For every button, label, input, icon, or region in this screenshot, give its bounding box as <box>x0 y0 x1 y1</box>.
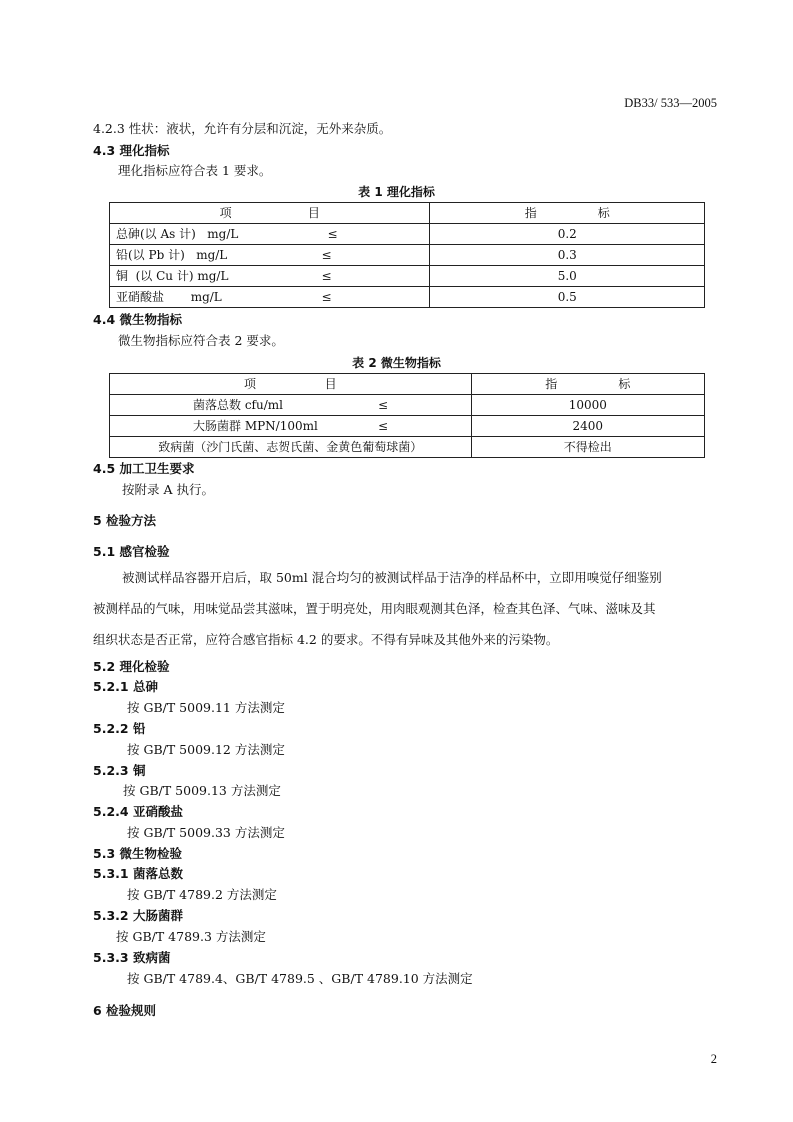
table2-item: 致病菌（沙门氏菌、志贺氏菌、金黄色葡萄球菌） <box>110 437 472 458</box>
section-5-3-1-body: 按 GB/T 4789.2 方法测定 <box>127 887 277 902</box>
section-5-3-title: 5.3 微生物检验 <box>93 846 182 861</box>
table1-header-item: 项 目 <box>110 203 430 224</box>
table-row <box>110 437 705 458</box>
section-5-3-2-title: 5.3.2 大肠菌群 <box>93 908 183 923</box>
table1-value: 5.0 <box>430 266 705 287</box>
section-5-1-line3: 组织状态是否正常，应符合感官指标 4.2 的要求。不得有异味及其他外来的污染物。 <box>93 632 559 647</box>
section-5-2-3-title: 5.2.3 铜 <box>93 763 146 778</box>
table2-header-item: 项 目 <box>110 374 472 395</box>
section-5-1-line1: 被测试样品容器开启后，取 50ml 混合均匀的被测试样品于洁净的样品杯中，立即用嗅觉仔细鉴别 <box>122 570 662 585</box>
section-5-2-1-body: 按 GB/T 5009.11 方法测定 <box>127 700 285 715</box>
section-5-2-3-body: 按 GB/T 5009.13 方法测定 <box>123 783 281 798</box>
table1-item: 总砷(以 As 计) mg/L <box>116 227 239 241</box>
table1-item: 铅(以 Pb 计) mg/L <box>116 248 228 262</box>
table1-op: ≤ <box>321 248 332 262</box>
table1 <box>109 202 705 308</box>
table2 <box>109 373 705 458</box>
section-5-3-2-body: 按 GB/T 4789.3 方法测定 <box>116 929 266 944</box>
table2-header-value: 指 标 <box>471 374 704 395</box>
table2-op: ≤ <box>378 398 389 412</box>
table-row <box>110 287 705 308</box>
table1-item: 铜 (以 Cu 计) mg/L <box>116 269 229 283</box>
section-4-4-body: 微生物指标应符合表 2 要求。 <box>118 333 284 348</box>
page-number: 2 <box>710 1052 717 1066</box>
section-4-3-title: 4.3 理化指标 <box>93 143 170 158</box>
table1-item: 亚硝酸盐 mg/L <box>116 290 222 304</box>
section-5-2-4-title: 5.2.4 亚硝酸盐 <box>93 804 183 819</box>
section-4-5-body: 按附录 A 执行。 <box>122 482 214 497</box>
table1-value: 0.2 <box>430 224 705 245</box>
section-4-3-body: 理化指标应符合表 1 要求。 <box>118 163 272 178</box>
table2-item: 大肠菌群 MPN/100ml <box>193 419 318 433</box>
document-id: DB33/ 533—2005 <box>624 96 717 110</box>
table-row <box>110 245 705 266</box>
table2-header-row <box>110 374 705 395</box>
table1-op: ≤ <box>321 269 332 283</box>
section-5-1-title: 5.1 感官检验 <box>93 544 170 559</box>
section-5-3-1-title: 5.3.1 菌落总数 <box>93 866 183 881</box>
table-row <box>110 224 705 245</box>
section-6-title: 6 检验规则 <box>93 1003 157 1018</box>
section-5-3-3-body: 按 GB/T 4789.4、GB/T 4789.5 、GB/T 4789.10 方法测定 <box>127 971 473 986</box>
table2-value: 2400 <box>471 416 704 437</box>
section-5-2-2-title: 5.2.2 铅 <box>93 721 146 736</box>
section-4-5-title: 4.5 加工卫生要求 <box>93 461 195 476</box>
table-row <box>110 266 705 287</box>
table-row <box>110 416 705 437</box>
table2-item: 菌落总数 cfu/ml <box>193 398 283 412</box>
section-5-2-title: 5.2 理化检验 <box>93 659 170 674</box>
table1-op: ≤ <box>327 227 338 241</box>
section-5-1-line2: 被测样品的气味，用味觉品尝其滋味，置于明亮处，用肉眼观测其色泽，检查其色泽、气味、滋味及其 <box>93 601 656 616</box>
section-5-title: 5 检验方法 <box>93 513 157 528</box>
section-4-4-title: 4.4 微生物指标 <box>93 312 182 327</box>
table2-value: 不得检出 <box>471 437 704 458</box>
section-5-2-4-body: 按 GB/T 5009.33 方法测定 <box>127 825 285 840</box>
table1-value: 0.3 <box>430 245 705 266</box>
section-5-3-3-title: 5.3.3 致病菌 <box>93 950 171 965</box>
table-row <box>110 395 705 416</box>
table1-value: 0.5 <box>430 287 705 308</box>
section-4-2-3: 4.2.3 性状：液状，允许有分层和沉淀，无外来杂质。 <box>93 121 392 136</box>
table1-header-value: 指 标 <box>430 203 705 224</box>
section-5-2-2-body: 按 GB/T 5009.12 方法测定 <box>127 742 285 757</box>
table2-op: ≤ <box>378 419 389 433</box>
table2-caption: 表 2 微生物指标 <box>352 356 441 370</box>
section-5-2-1-title: 5.2.1 总砷 <box>93 679 158 694</box>
table2-value: 10000 <box>471 395 704 416</box>
table1-op: ≤ <box>321 290 332 304</box>
table1-caption: 表 1 理化指标 <box>358 185 435 199</box>
table1-header-row <box>110 203 705 224</box>
